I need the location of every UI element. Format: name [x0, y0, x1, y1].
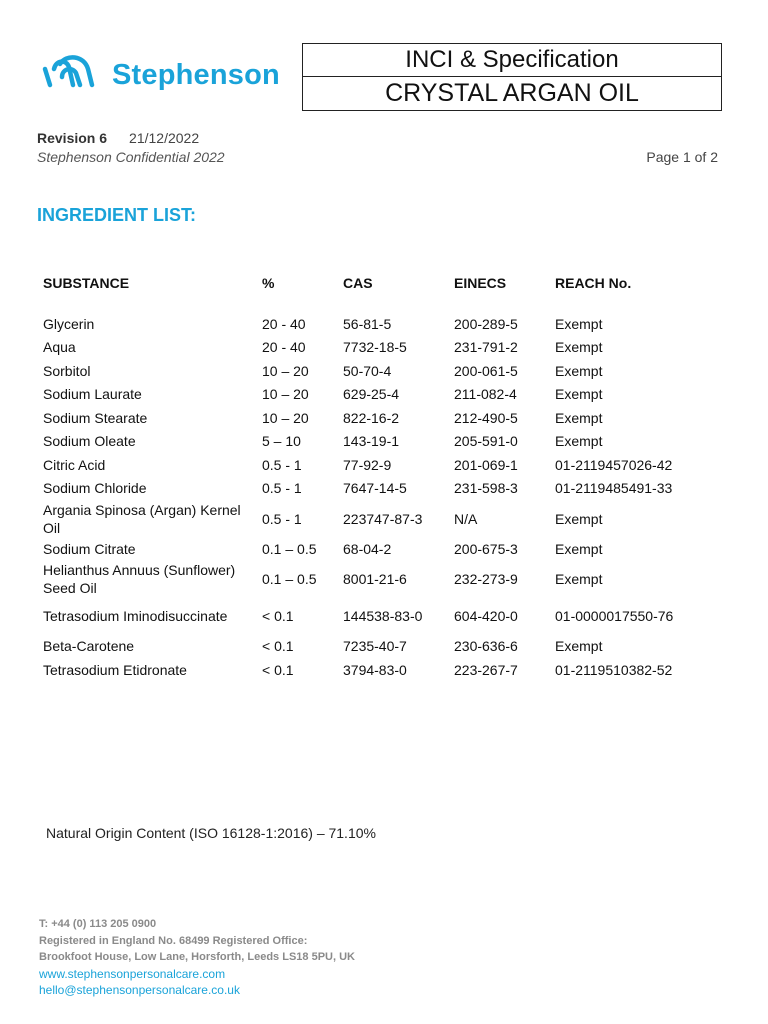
- einecs-cell: 200-061-5: [454, 362, 518, 379]
- substance-cell: Sodium Oleate: [43, 433, 136, 450]
- table-row: [37, 430, 699, 454]
- percent-cell: 0.5 - 1: [262, 456, 302, 473]
- table-header-row: [37, 270, 699, 296]
- einecs-cell: 230-636-6: [454, 638, 518, 655]
- cas-cell: 56-81-5: [343, 315, 392, 332]
- footer-registered: Registered in England No. 68499 Registered Office:: [39, 934, 308, 947]
- substance-cell: Tetrasodium Etidronate: [43, 661, 187, 678]
- confidential-note: Stephenson Confidential 2022: [37, 149, 225, 165]
- percent-cell: 20 - 40: [262, 315, 306, 332]
- ingredient-table: [37, 270, 699, 682]
- reach-cell: Exempt: [555, 571, 603, 587]
- reach-cell: 01-2119457026-42: [555, 456, 673, 473]
- cas-cell: 77-92-9: [343, 456, 392, 473]
- reach-cell: Exempt: [555, 433, 603, 450]
- percent-cell: < 0.1: [262, 661, 294, 678]
- header-substance: SUBSTANCE: [43, 275, 130, 291]
- revision-line: [37, 130, 199, 146]
- einecs-cell: 212-490-5: [454, 409, 518, 426]
- header-reach: REACH No.: [555, 275, 632, 291]
- percent-cell: 10 – 20: [262, 409, 309, 426]
- table-row: [37, 561, 699, 598]
- einecs-cell: 200-675-3: [454, 540, 518, 557]
- table-row: [37, 477, 699, 501]
- doc-type-title: INCI & Specification: [405, 46, 619, 73]
- percent-cell: 20 - 40: [262, 339, 306, 356]
- einecs-cell: 231-598-3: [454, 480, 518, 497]
- cas-cell: 822-16-2: [343, 409, 400, 426]
- table-row: [37, 312, 699, 336]
- reach-cell: Exempt: [555, 386, 603, 403]
- cas-cell: 50-70-4: [343, 362, 392, 379]
- reach-cell: Exempt: [555, 638, 603, 655]
- percent-cell: 0.1 – 0.5: [262, 571, 317, 587]
- header-einecs: EINECS: [454, 275, 507, 291]
- reach-cell: 01-2119510382-52: [555, 661, 673, 678]
- percent-cell: < 0.1: [262, 638, 294, 655]
- percent-cell: 10 – 20: [262, 362, 309, 379]
- header-percent: %: [262, 275, 275, 291]
- cas-cell: 7647-14-5: [343, 480, 407, 497]
- substance-cell: Argania Spinosa (Argan) Kernel Oil: [43, 501, 241, 536]
- table-row: [37, 336, 699, 360]
- cas-cell: 7235-40-7: [343, 638, 407, 655]
- percent-cell: < 0.1: [262, 608, 294, 624]
- cas-cell: 3794-83-0: [343, 661, 407, 678]
- cas-cell: 223747-87-3: [343, 510, 423, 527]
- footer-phone: T: +44 (0) 113 205 0900: [39, 918, 157, 930]
- einecs-cell: 201-069-1: [454, 456, 518, 473]
- reach-cell: Exempt: [555, 540, 603, 557]
- title-box: [302, 43, 722, 111]
- cas-cell: 7732-18-5: [343, 339, 407, 356]
- footer-address: Brookfoot House, Low Lane, Horsforth, Leeds LS18 5PU, UK: [39, 951, 355, 963]
- table-row: [37, 658, 699, 682]
- percent-cell: 0.5 - 1: [262, 480, 302, 497]
- einecs-cell: 211-082-4: [454, 386, 517, 403]
- substance-cell: Sorbitol: [43, 362, 91, 379]
- einecs-cell: 604-420-0: [454, 608, 518, 624]
- substance-cell: Citric Acid: [43, 456, 106, 473]
- percent-cell: 0.1 – 0.5: [262, 540, 317, 557]
- table-row: [37, 359, 699, 383]
- substance-cell: Sodium Laurate: [43, 386, 142, 403]
- substance-cell: Tetrasodium Iminodisuccinate: [43, 608, 228, 624]
- einecs-cell: 205-591-0: [454, 433, 518, 450]
- signal-waves-icon: [42, 55, 104, 95]
- substance-cell: Sodium Stearate: [43, 409, 148, 426]
- product-title: CRYSTAL ARGAN OIL: [303, 76, 721, 110]
- revision-date: 21/12/2022: [129, 130, 200, 146]
- substance-cell: Helianthus Annuus (Sunflower) Seed Oil: [43, 562, 236, 596]
- substance-cell: Aqua: [43, 339, 76, 356]
- reach-cell: Exempt: [555, 362, 603, 379]
- cas-cell: 143-19-1: [343, 433, 400, 450]
- footer-email-link[interactable]: hello@stephensonpersonalcare.co.uk: [39, 983, 240, 997]
- revision-number: Revision 6: [37, 130, 108, 146]
- table-row: [37, 635, 699, 659]
- table-row: [37, 383, 699, 407]
- reach-cell: Exempt: [555, 510, 603, 527]
- brand-logo: [42, 55, 280, 95]
- percent-cell: 0.5 - 1: [262, 510, 302, 527]
- substance-cell: Sodium Citrate: [43, 540, 136, 557]
- reach-cell: 01-2119485491-33: [555, 480, 673, 497]
- reach-cell: Exempt: [555, 409, 603, 426]
- table-row: [37, 537, 699, 561]
- cas-cell: 68-04-2: [343, 540, 392, 557]
- einecs-cell: 231-791-2: [454, 339, 518, 356]
- section-title: INGREDIENT LIST:: [37, 205, 197, 225]
- cas-cell: 144538-83-0: [343, 608, 423, 624]
- footer: [39, 916, 355, 999]
- page-number: Page 1 of 2: [646, 149, 718, 165]
- reach-cell: Exempt: [555, 339, 603, 356]
- reach-cell: Exempt: [555, 315, 603, 332]
- table-spacer: [37, 296, 699, 312]
- substance-cell: Beta-Carotene: [43, 638, 135, 655]
- natural-origin-content: Natural Origin Content (ISO 16128-1:2016) – 71.10%: [46, 825, 376, 841]
- einecs-cell: 200-289-5: [454, 315, 518, 332]
- brand-name: Stephenson: [112, 58, 280, 91]
- reach-cell: 01-0000017550-76: [555, 608, 674, 624]
- footer-website-link[interactable]: www.stephensonpersonalcare.com: [39, 966, 226, 981]
- einecs-cell: N/A: [454, 510, 478, 527]
- substance-cell: Glycerin: [43, 315, 95, 332]
- einecs-cell: 232-273-9: [454, 571, 518, 587]
- table-row: [37, 406, 699, 430]
- percent-cell: 10 – 20: [262, 386, 309, 403]
- cas-cell: 629-25-4: [343, 386, 400, 403]
- table-row: [37, 598, 699, 635]
- table-row: [37, 453, 699, 477]
- einecs-cell: 223-267-7: [454, 661, 518, 678]
- cas-cell: 8001-21-6: [343, 571, 407, 587]
- table-row: [37, 500, 699, 537]
- header-cas: CAS: [343, 275, 373, 291]
- substance-cell: Sodium Chloride: [43, 480, 147, 497]
- percent-cell: 5 – 10: [262, 433, 301, 450]
